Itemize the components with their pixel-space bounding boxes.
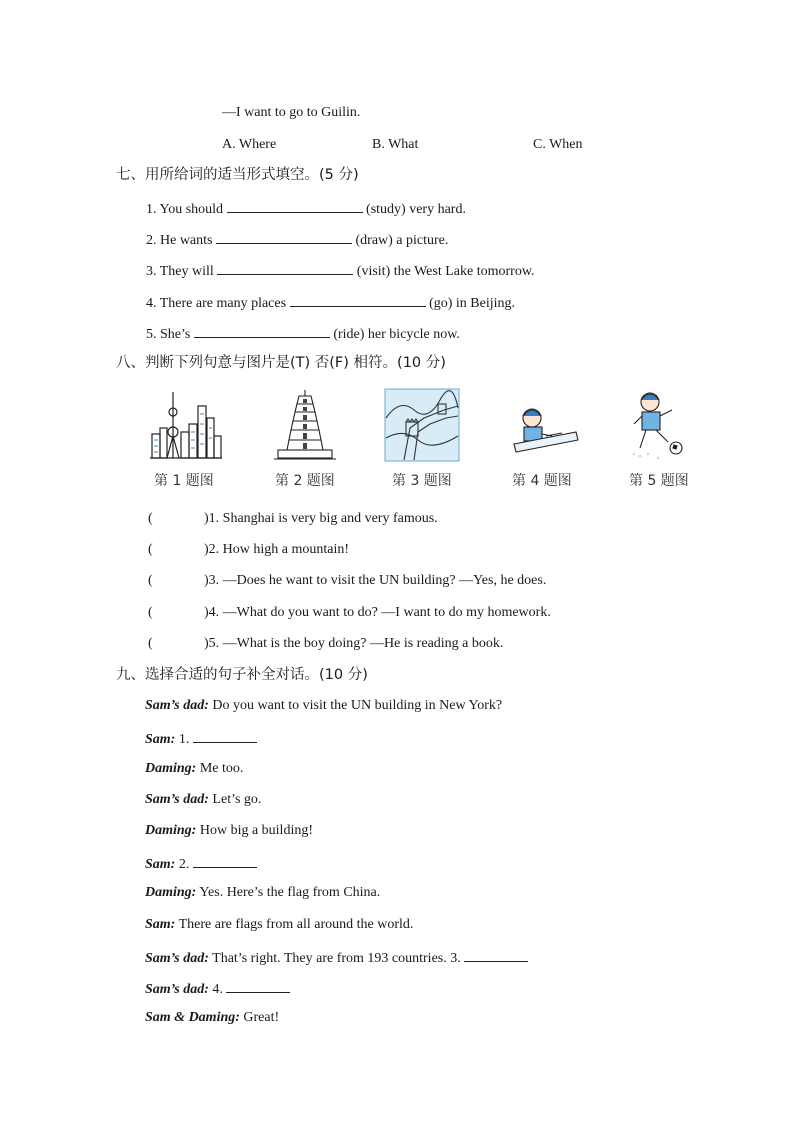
s8-item-4 (148, 604, 551, 622)
caption-1: 第 1 题图 (154, 473, 214, 489)
dialog-line-5 (145, 822, 313, 840)
dialog-text: How big a building! (196, 823, 313, 838)
option-c: C. When (533, 137, 583, 152)
s8-answer-paren-4[interactable]: ( (148, 605, 153, 620)
s7-item-5-post: (ride) her bicycle now. (333, 327, 460, 342)
s7-item-1 (146, 198, 466, 219)
s7-item-4-post: (go) in Beijing. (429, 296, 515, 311)
dialog-line-6 (145, 853, 257, 874)
dialog-text: 4. (208, 982, 227, 997)
dialog-line-10 (145, 978, 290, 999)
dialog-line-4 (145, 791, 261, 809)
dialog-blank-4[interactable] (226, 978, 290, 993)
caption-2: 第 2 题图 (275, 473, 335, 489)
boy-homework-image (506, 388, 580, 462)
s8-item-1 (148, 510, 438, 528)
speaker-label: Sam’s dad: (145, 698, 209, 713)
caption-3: 第 3 题图 (392, 473, 452, 489)
dialog-line-2 (145, 728, 257, 749)
s8-item-2 (148, 541, 349, 559)
dialog-line-11 (145, 1009, 279, 1027)
s7-item-3-post: (visit) the West Lake tomorrow. (356, 264, 535, 279)
dialog-text: Do you want to visit the UN building in New York? (208, 698, 503, 713)
boy-football-image (628, 388, 694, 464)
s7-item-4-pre: 4. There are many places (146, 296, 287, 311)
dialog-blank-2[interactable] (193, 853, 257, 868)
great-wall-image (384, 388, 460, 462)
speaker-label: Sam & Daming: (145, 1010, 240, 1025)
s7-blank-2[interactable] (216, 229, 352, 244)
speaker-label: Sam’s dad: (145, 951, 209, 966)
s7-item-3-pre: 3. They will (146, 264, 214, 279)
dialog-blank-1[interactable] (193, 728, 257, 743)
speaker-label: Daming: (145, 885, 197, 900)
s7-item-5 (146, 323, 460, 344)
section9-title: 九、选择合适的句子补全对话。(10 分) (116, 667, 368, 683)
s8-answer-paren-5[interactable]: ( (148, 636, 153, 651)
dialog-line-1 (145, 697, 502, 715)
speaker-label: Sam’s dad: (145, 982, 209, 997)
s7-item-1-post: (study) very hard. (366, 202, 466, 217)
dialog-text: Great! (239, 1010, 280, 1025)
answer-line: —I want to go to Guilin. (222, 105, 361, 120)
s8-item-4-text: )4. —What do you want to do? —I want to do my homework. (204, 605, 551, 620)
dialog-text: 2. (175, 857, 193, 872)
s8-answer-paren-3[interactable]: ( (148, 573, 153, 588)
dialog-line-8 (145, 916, 413, 934)
s8-item-3 (148, 572, 546, 590)
speaker-label: Sam: (145, 857, 176, 872)
speaker-label: Sam’s dad: (145, 792, 209, 807)
section8-title: 八、判断下列句意与图片是(T) 否(F) 相符。(10 分) (116, 355, 446, 371)
s8-answer-paren-2[interactable]: ( (148, 542, 153, 557)
speaker-label: Daming: (145, 761, 197, 776)
dialog-line-9 (145, 947, 528, 968)
s8-item-2-text: )2. How high a mountain! (204, 542, 350, 557)
s7-item-2 (146, 229, 448, 250)
s7-item-4 (146, 292, 515, 313)
s7-item-2-post: (draw) a picture. (355, 233, 449, 248)
option-a: A. Where (222, 137, 277, 152)
s7-blank-3[interactable] (217, 260, 353, 275)
option-b: B. What (372, 137, 419, 152)
s8-answer-paren-1[interactable]: ( (148, 511, 153, 526)
caption-4: 第 4 题图 (512, 473, 572, 489)
speaker-label: Sam: (145, 917, 176, 932)
s8-item-5 (148, 635, 503, 653)
speaker-label: Daming: (145, 823, 197, 838)
s8-item-5-text: )5. —What is the boy doing? —He is reading a book. (204, 636, 504, 651)
speaker-label: Sam: (145, 732, 176, 747)
s8-item-3-text: )3. —Does he want to visit the UN building? —Yes, he does. (204, 573, 547, 588)
s8-item-1-text: )1. Shanghai is very big and very famous. (204, 511, 438, 526)
dialog-blank-3[interactable] (464, 947, 528, 962)
caption-5: 第 5 题图 (629, 473, 689, 489)
s7-item-3 (146, 260, 535, 281)
s7-blank-4[interactable] (290, 292, 426, 307)
dialog-text: There are flags from all around the world. (175, 917, 414, 932)
dialog-line-7 (145, 884, 380, 902)
shanghai-skyline-image (148, 388, 224, 462)
section7-title: 七、用所给词的适当形式填空。(5 分) (116, 167, 359, 183)
s7-blank-5[interactable] (194, 323, 330, 338)
s7-blank-1[interactable] (227, 198, 363, 213)
dialog-text: That’s right. They are from 193 countries. 3. (208, 951, 465, 966)
dialog-text: Yes. Here’s the flag from China. (196, 885, 381, 900)
dialog-text: Me too. (196, 761, 244, 776)
pagoda-image (272, 388, 338, 462)
s7-item-2-pre: 2. He wants (146, 233, 213, 248)
s7-item-1-pre: 1. You should (146, 202, 224, 217)
s7-item-5-pre: 5. She’s (146, 327, 191, 342)
dialog-line-3 (145, 760, 243, 778)
dialog-text: Let’s go. (208, 792, 262, 807)
dialog-text: 1. (175, 732, 193, 747)
